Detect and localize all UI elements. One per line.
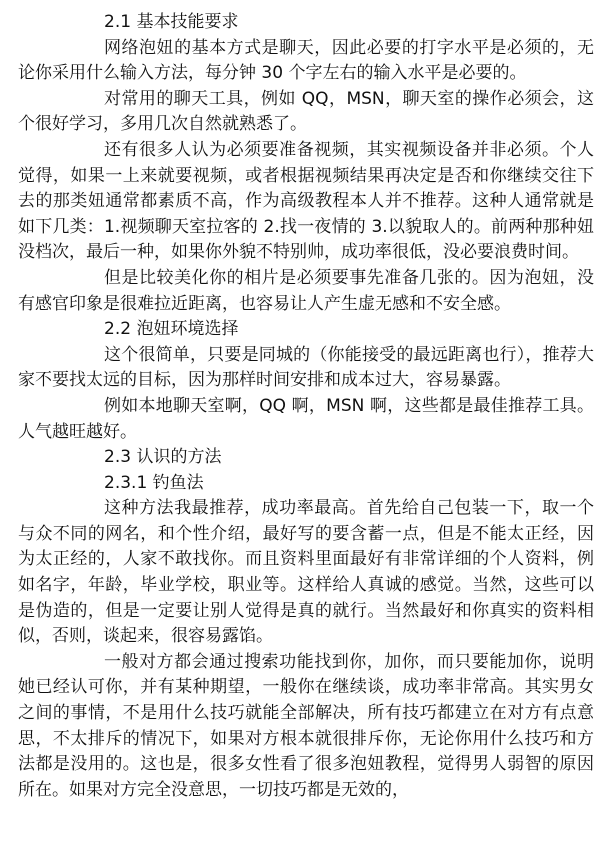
section-heading-2-2: 2.2 泡妞环境选择 — [104, 319, 239, 340]
paragraph-chat-tools: 对常用的聊天工具，例如 QQ，MSN，聊天室的操作必须会，这个很好学习，多用几次自然就熟悉了。 — [18, 88, 594, 135]
document-page — [18, 10, 594, 803]
paragraph-same-city: 这个很简单，只要是同城的（你能接受的最远距离也行），推荐大家不要找太远的目标，因为那样时间安排和成本过大，容易暴露。 — [18, 344, 594, 391]
paragraph-video: 还有很多人认为必须要准备视频，其实视频设备并非必须。个人觉得，如果一上来就要视频，或者根据视频结果再决定是否和你继续交往下去的那类妞通常都素质不高，作为高级教程本人并不推荐。这种人通常就是如下几类：1.视频聊天室拉客的 2.找一夜情的 3.以貌取人的。前两种那种妞没档次，最后一种，如果你外貌不特别帅，成功率很低，没必要浪费时间。 — [18, 139, 594, 263]
paragraph-typing-skill: 网络泡妞的基本方式是聊天，因此必要的打字水平是必须的，无论你采用什么输入方法，每分钟 30 个字左右的输入水平是必要的。 — [18, 37, 594, 84]
section-heading-2-1: 2.1 基本技能要求 — [104, 12, 239, 32]
section-heading-2-3: 2.3 认识的方法 — [104, 447, 222, 468]
paragraph-local-chat: 例如本地聊天室啊，QQ 啊，MSN 啊，这些都是最佳推荐工具。人气越旺越好。 — [18, 395, 594, 442]
paragraph-search-add: 一般对方都会通过搜索功能找到你，加你，而只要能加你，说明她已经认可你，并有某种期望，一般你在继续谈，成功率非常高。其实男女之间的事情，不是用什么技巧就能全部解决，所有技巧都建立在对方有点意思，不太排斥的情况下，如果对方根本就很排斥你，无论你用什么技巧和方法都是没用的。这也是，很多女性看了很多泡妞教程，觉得男人弱智的原因所在。如果对方完全没意思，一切技巧都是无效的， — [18, 651, 594, 800]
paragraph-photos: 但是比较美化你的相片是必须要事先准备几张的。因为泡妞，没有感官印象是很难拉近距离，也容易让人产生虚无感和不安全感。 — [18, 267, 594, 314]
section-heading-2-3-1: 2.3.1 钓鱼法 — [104, 472, 204, 493]
paragraph-fishing-method: 这种方法我最推荐，成功率最高。首先给自己包装一下，取一个与众不同的网名，和个性介绍，最好写的要含蓄一点，但是不能太正经，因为太正经的，人家不敢找你。而且资料里面最好有非常详细的个人资料，例如名字，年龄，毕业学校，职业等。这样给人真诚的感觉。当然，这些可以是伪造的，但是一定要让别人觉得是真的就行。当然最好和你真实的资料相似，否则，谈起来，很容易露馅。 — [18, 498, 594, 647]
